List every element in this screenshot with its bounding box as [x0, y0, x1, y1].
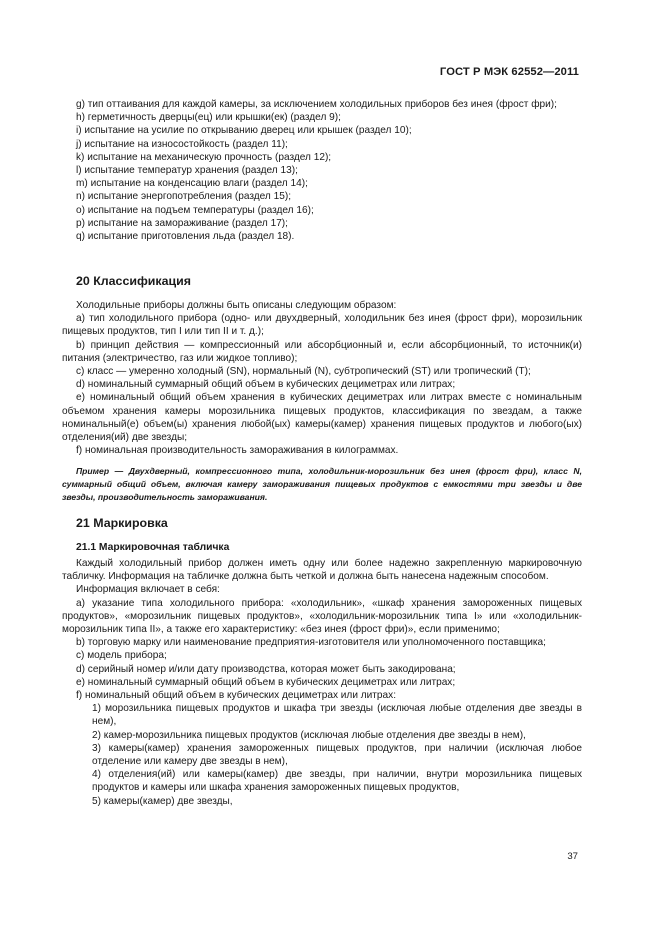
section-20-body: [62, 299, 582, 457]
list-item: g) тип оттаивания для каждой камеры, за исключением холодильных приборов без инея (фрост фри);: [76, 99, 557, 110]
list-item: o) испытание на подъем температуры (раздел 16);: [76, 204, 314, 216]
list-item: i) испытание на усилие по открыванию дверец или крышек (раздел 10);: [76, 125, 412, 137]
sub-list-item: 3) камеры(камер) хранения замороженных пищевых продуктов, при наличии (исключая любое отделение или камеру две звезды в нем),: [92, 742, 582, 768]
list-item: d) серийный номер и/или дату производства, которая может быть закодирована;: [76, 663, 456, 675]
list-item: b) торговую марку или наименование предприятия-изготовителя или уполномоченного поставщика;: [76, 637, 546, 649]
list-item: e) номинальный общий объем хранения в кубических дециметрах или литрах вместе с номинальным объемом хранения камеры морозильника пищевых продуктов, классификация по звездам, а также номинальный(е) объем(ы) хранения любой(ых) камеры(камер) хранения пищевых продуктов и любого(ых) отделения(ий) две звезды;: [62, 392, 582, 444]
section-20-intro: Холодильные приборы должны быть описаны следующим образом:: [76, 300, 397, 311]
list-item: k) испытание на механическую прочность (раздел 12);: [76, 151, 332, 163]
list-item: f) номинальная производительность замораживания в килограммах.: [76, 445, 399, 457]
subsection-21-1-heading: 21.1 Маркировочная табличка: [76, 542, 230, 553]
example-note: [62, 465, 582, 504]
list-item: l) испытание температур хранения (раздел 13);: [76, 165, 298, 177]
list-item: q) испытание приготовления льда (раздел 18).: [76, 231, 295, 243]
sub-list-item: 5) камеры(камер) две звезды,: [92, 795, 233, 807]
list-item: e) номинальный суммарный общий объем в кубических дециметрах или литрах;: [76, 676, 456, 688]
example-text: Пример — Двухдверный, компрессионного типа, холодильник-морозильник без инея (фрост фри), класс N, суммарный общий объем, включая камеру замораживания пищевых продуктов с емкостями три звезды и две звезды, производительность замораживания.: [62, 466, 582, 502]
list-item: c) класс — умеренно холодный (SN), нормальный (N), субтропический (ST) или тропический (T);: [76, 366, 531, 378]
section-21-body: [62, 557, 582, 808]
sub-list-item: 4) отделения(ий) или камеры(камер) две звезды, при наличии, внутри морозильника пищевых продуктов и камеры или шкафа хранения замороженных пищевых продуктов,: [92, 769, 582, 794]
sub-list-item: 2) камер-морозильника пищевых продуктов (исключая любые отделения две звезды в нем),: [92, 729, 526, 741]
list-item: a) указание типа холодильного прибора: «холодильник», «шкаф хранения замороженных пищевых продуктов», «морозильник пищевых продуктов», «холодильник-морозильник типа I» или «холодильник-морозильник типа II», а также его характеристику: «без инея (фрост фри)», если применимо;: [62, 597, 582, 636]
list-item: c) модель прибора;: [76, 650, 167, 662]
sub-list-item: 1) морозильника пищевых продуктов и шкафа три звезды (исключая любые отделения две звезды в нем),: [92, 703, 582, 728]
list-item: p) испытание на замораживание (раздел 17);: [76, 217, 288, 229]
list-item: d) номинальный суммарный общий объем в кубических дециметрах или литрах;: [76, 379, 456, 391]
list-item: h) герметичность дверцы(ец) или крышки(ек) (раздел 9);: [76, 112, 341, 124]
list-item: a) тип холодильного прибора (одно- или двухдверный, холодильник без инея (фрост фри), морозильник пищевых продуктов, тип I или тип II и т. д.);: [62, 313, 582, 338]
list-item: b) принцип действия — компрессионный или абсорбционный и, если абсорбционный, то источник(и) питания (электричество, газ или жидкое топливо);: [62, 339, 582, 364]
list-top: [62, 98, 582, 243]
list-item: n) испытание энергопотребления (раздел 15);: [76, 191, 292, 203]
paragraph: Каждый холодильный прибор должен иметь одну или более надежно закрепленную маркировочную табличку. Информация на табличке должна быть четкой и должна быть нанесена надежным способом.: [62, 558, 582, 583]
page-number: 37: [567, 851, 578, 862]
paragraph: Информация включает в себя:: [76, 584, 220, 596]
section-21-heading: 21 Маркировка: [76, 516, 168, 530]
list-item: m) испытание на конденсацию влаги (раздел 14);: [76, 178, 308, 190]
list-item: f) номинальный общий объем в кубических дециметрах или литрах:: [76, 690, 396, 702]
section-20-heading: 20 Классификация: [76, 274, 191, 288]
list-item: j) испытание на износостойкость (раздел 11);: [76, 138, 288, 150]
document-id-header: ГОСТ Р МЭК 62552—2011: [439, 66, 579, 78]
